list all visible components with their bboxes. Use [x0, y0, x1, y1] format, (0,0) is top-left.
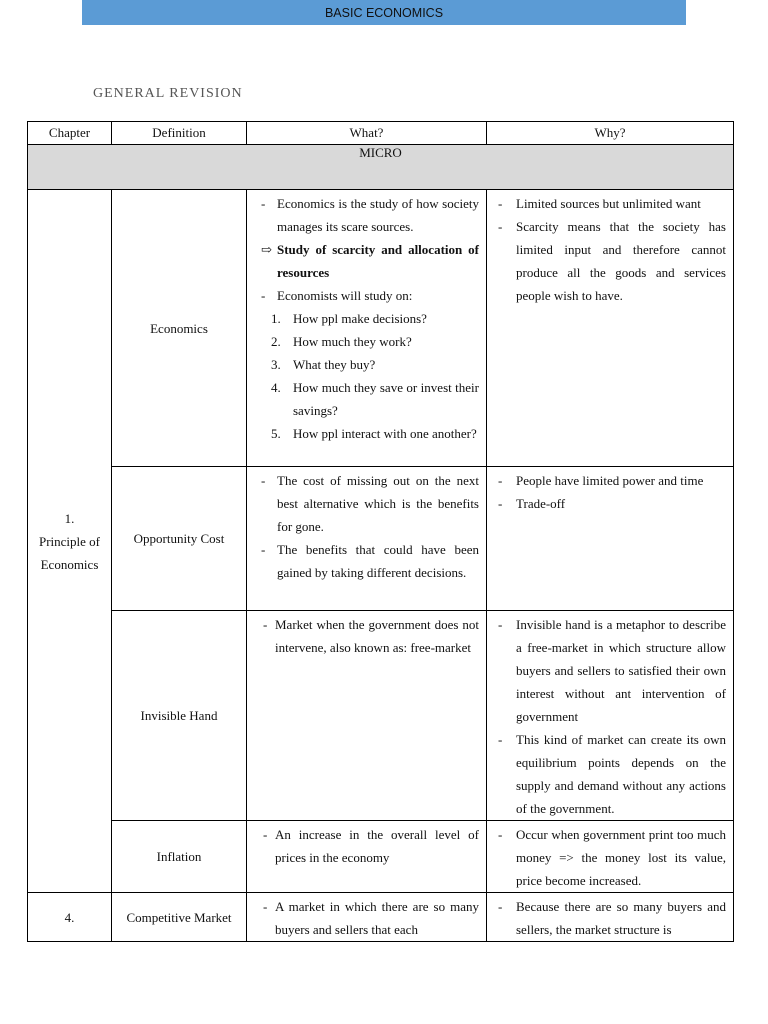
- list-item: - People have limited power and time: [498, 473, 704, 488]
- column-header-chapter: Chapter: [28, 122, 112, 145]
- table-row: [28, 611, 734, 821]
- list-item: ⇨ Study of scarcity and allocation of resources: [254, 238, 479, 284]
- list-item: - Scarcity means that the society has limited input and therefore cannot produce all the goods and services people wish to have.: [498, 219, 726, 303]
- list-item: 4. How much they save or invest their savings?: [271, 380, 479, 418]
- definition-cell: Invisible Hand: [112, 611, 247, 821]
- table-row: [28, 190, 734, 467]
- table-row: [28, 893, 734, 942]
- section-subtitle: GENERAL REVISION: [93, 86, 243, 101]
- why-cell: [487, 893, 734, 942]
- definition-cell: Inflation: [112, 821, 247, 893]
- table-row: [28, 467, 734, 611]
- list-item: 1. How ppl make decisions?: [271, 311, 427, 326]
- column-header-definition: Definition: [112, 122, 247, 145]
- list-item: - A market in which there are so many buyers and sellers that each: [263, 899, 479, 937]
- why-cell: [487, 821, 734, 893]
- why-cell: [487, 467, 734, 611]
- arrow-icon: ⇨: [261, 242, 272, 257]
- document-header-title: BASIC ECONOMICS: [324, 5, 444, 20]
- what-cell: [247, 821, 487, 893]
- why-cell: [487, 190, 734, 467]
- section-label-micro: MICRO: [28, 145, 734, 190]
- column-header-what: What?: [247, 122, 487, 145]
- definition-cell: Opportunity Cost: [112, 467, 247, 611]
- what-cell: [247, 190, 487, 467]
- list-item: - Occur when government print too much money => the money lost its value, price become increased.: [498, 827, 726, 888]
- column-header-why: Why?: [487, 122, 734, 145]
- list-item: - An increase in the overall level of prices in the economy: [263, 827, 479, 865]
- list-item: - This kind of market can create its own equilibrium points depends on the supply and demand without any actions of the government.: [498, 732, 726, 816]
- table-row: [28, 821, 734, 893]
- list-item: - Economists will study on:: [261, 288, 413, 303]
- chapter-cell-4: 4.: [28, 893, 112, 942]
- section-row-micro: [28, 145, 734, 190]
- list-item: 5. How ppl interact with one another?: [271, 426, 477, 441]
- list-item: - Limited sources but unlimited want: [498, 196, 701, 211]
- table-header-row: [28, 122, 734, 145]
- list-item: 2. How much they work?: [271, 334, 412, 349]
- document-header-band: [82, 0, 686, 25]
- what-cell: [247, 467, 487, 611]
- list-item: - The cost of missing out on the next best alternative which is the benefits for gone.: [261, 473, 479, 534]
- why-cell: [487, 611, 734, 821]
- list-item: 3. What they buy?: [271, 357, 376, 372]
- list-item: - Trade-off: [498, 496, 566, 511]
- list-item: - Market when the government does not intervene, also known as: free-market: [263, 617, 479, 655]
- what-cell: [247, 611, 487, 821]
- what-cell: [247, 893, 487, 942]
- definition-cell: Economics: [112, 190, 247, 467]
- list-item: - The benefits that could have been gained by taking different decisions.: [261, 542, 479, 580]
- definition-cell: Competitive Market: [112, 893, 247, 942]
- revision-table: [27, 121, 734, 942]
- list-item: - Economics is the study of how society manages its scare sources.: [261, 196, 479, 234]
- list-item: - Invisible hand is a metaphor to describe a free-market in which structure allow buyers and sellers to satisfied their own interest without ant intervention of government: [498, 617, 726, 724]
- chapter-cell-1: 1. Principle of Economics: [28, 190, 112, 893]
- list-item: - Because there are so many buyers and sellers, the market structure is: [498, 899, 726, 937]
